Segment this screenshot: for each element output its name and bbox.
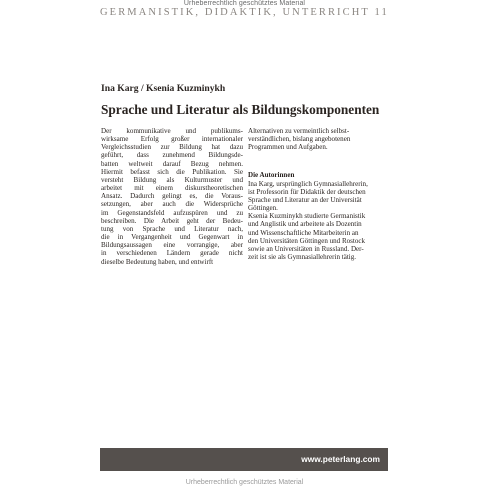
book-title: Sprache und Literatur als Bildungskomponenten	[101, 102, 380, 117]
bio-line: Ksenia Kuzminykh studierte Germanistik	[248, 212, 366, 221]
text-line: arbeitet mit einem diskurstheoretischen	[101, 184, 243, 193]
text-line: im Gegenstandsfeld aufzuspüren und zu	[101, 208, 243, 217]
bio-line: und Anglistik und arbeitete als Dozentin	[248, 220, 362, 229]
text-line: Bildungsaussagen eine vorrangige, aber	[101, 241, 243, 250]
text-line: verständlichen, bislang angebotenen	[248, 135, 351, 144]
description-column-left	[101, 127, 243, 266]
publisher-url: www.peterlang.com	[301, 454, 380, 464]
authors-heading: Die Autorinnen	[248, 171, 295, 180]
text-line: versteht Bildung als Kulturmuster und	[101, 175, 243, 184]
text-line: Hiermit befasst sich die Publikation. Sie	[101, 167, 243, 176]
text-line: Alternativen zu vermeintlich selbst-	[248, 127, 350, 135]
bio-line: zeit ist sie als Gymnasiallehrerin tätig.	[248, 253, 357, 262]
bio-line: und Wissenschaftliche Mitarbeiterin an	[248, 228, 359, 237]
copyright-watermark-top: Urheberrechtlich geschütztes Material	[183, 0, 306, 7]
copyright-watermark-bottom: Urheberrechtlich geschütztes Material	[185, 479, 304, 486]
text-line: Programmen und Aufgaben.	[248, 143, 328, 152]
text-line: Ansatz. Dadurch gelingt es, die Voraus-	[101, 192, 243, 201]
description-column-right	[248, 127, 388, 261]
series-title: GERMANISTIK, DIDAKTIK, UNTERRICHT 11	[100, 7, 389, 18]
text-line: in verschiedenen Ländern gerade nicht	[101, 249, 243, 258]
text-line: Der kommunikative und publikums-	[101, 127, 243, 135]
bio-line: Göttingen.	[248, 204, 278, 213]
bio-line: ist Professorin für Didaktik der deutschen	[248, 187, 366, 196]
text-line: Vergleichsstudien zur Bildung hat dazu	[101, 143, 243, 152]
text-line: tung von Sprache und Literatur nach,	[101, 224, 243, 233]
text-line: wirksame Erfolg großer internationaler	[101, 135, 243, 144]
bio-line: sowie an Universitäten in Russland. Der-	[248, 244, 364, 253]
text-line: die in Vergangenheit und Gegenwart in	[101, 233, 243, 242]
bio-line: Ina Karg, ursprünglich Gymnasiallehrerin,	[248, 179, 368, 188]
text-line: setzungen, aber auch die Widersprüche	[101, 200, 243, 209]
text-line: dieselbe Bedeutung haben, und entwirft	[101, 257, 214, 266]
text-line: beschreiben. Die Arbeit geht der Bedeu-	[101, 216, 243, 225]
text-line: geführt, dass zunehmend Bildungsde-	[101, 151, 243, 160]
bio-line: Sprache und Literatur an der Universität	[248, 195, 362, 204]
publisher-bar	[100, 448, 388, 471]
bio-line: den Universitäten Göttingen und Rostock	[248, 236, 366, 245]
text-line: batten weltweit darauf Bezug nehmen.	[101, 159, 243, 168]
author-names: Ina Karg / Ksenia Kuzminykh	[101, 83, 226, 94]
